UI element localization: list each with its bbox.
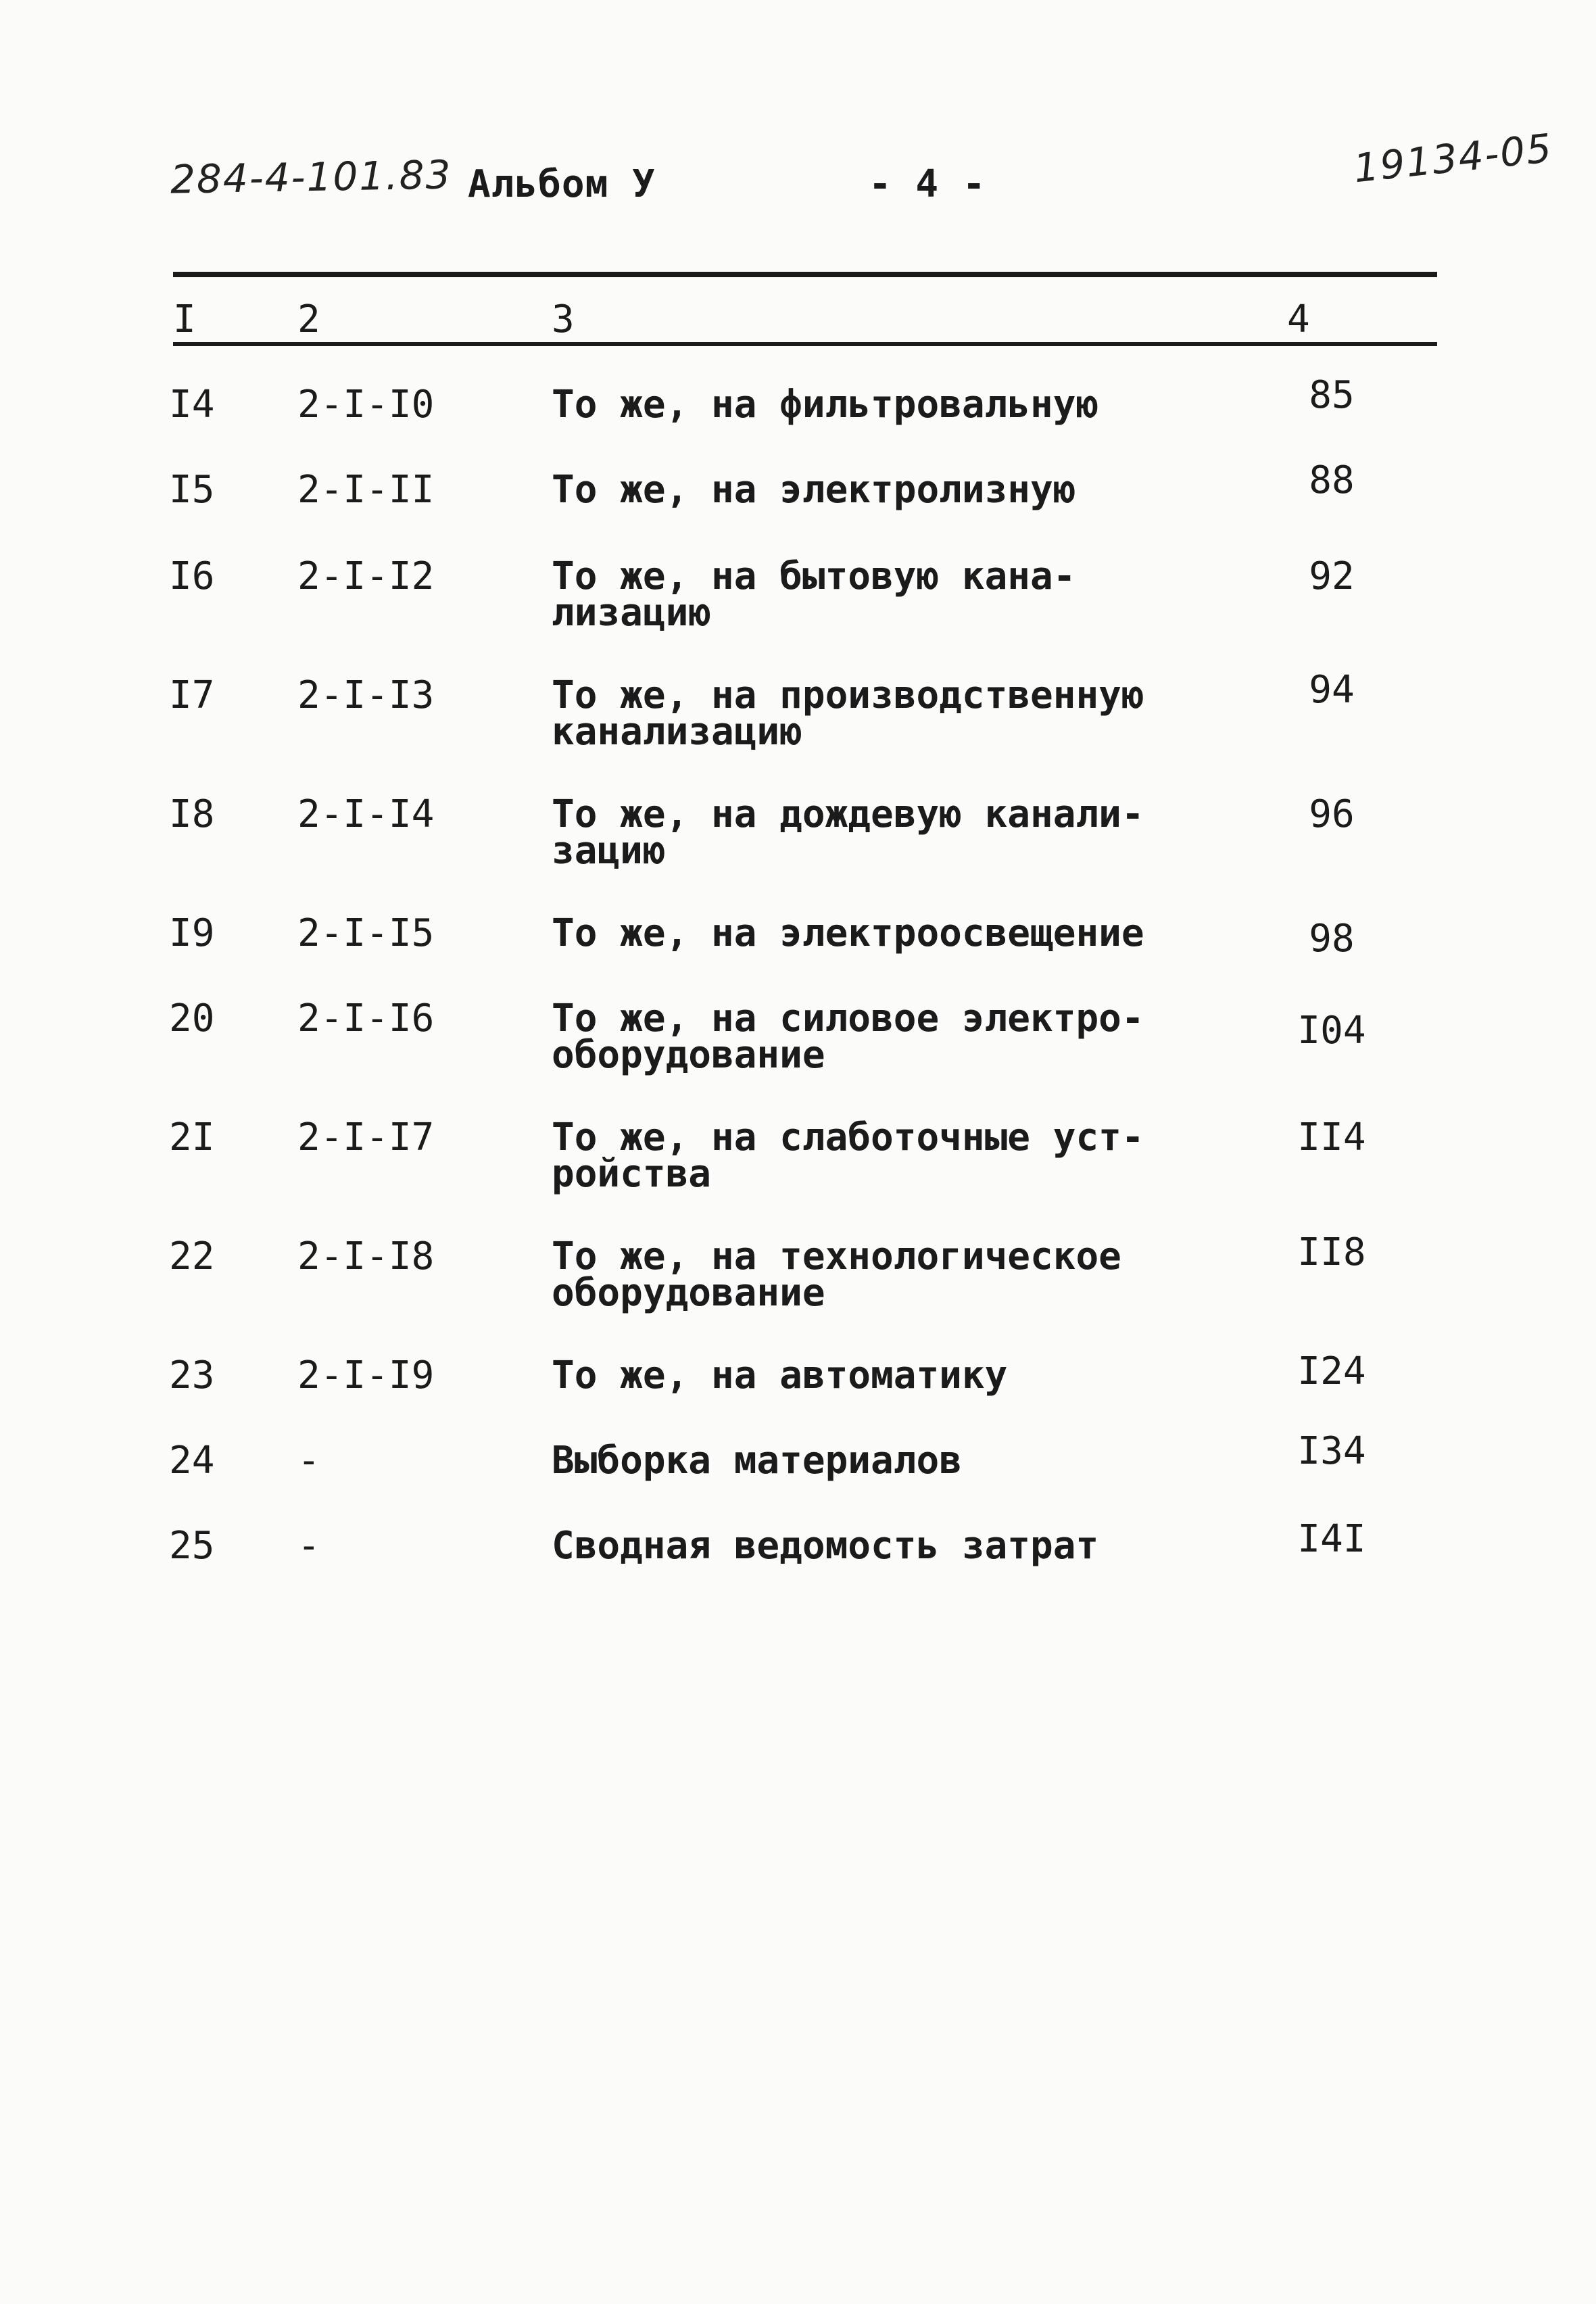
- row-code: 2-I-II: [297, 468, 435, 512]
- album-label: Альбом У: [468, 162, 656, 206]
- row-description: Выборка материалов: [552, 1439, 962, 1483]
- row-number: I8: [169, 792, 215, 836]
- row-code: 2-I-I8: [297, 1234, 435, 1278]
- row-page: 94: [1309, 668, 1355, 712]
- row-description: То же, на электроосвещение: [552, 911, 1144, 955]
- row-code: 2-I-I6: [297, 997, 435, 1040]
- row-number: I6: [169, 554, 215, 598]
- row-number: I4: [169, 383, 215, 427]
- row-code: 2-I-I0: [297, 383, 435, 427]
- archive-number: 19134-05: [1351, 124, 1555, 192]
- row-number: I9: [169, 911, 215, 955]
- row-page: II8: [1297, 1230, 1366, 1274]
- row-code: 2-I-I5: [297, 911, 435, 955]
- row-description: То же, на технологическое оборудование: [552, 1234, 1121, 1315]
- column-header-4: 4: [1287, 297, 1310, 341]
- table-row: [0, 668, 1596, 786]
- table-row: [0, 792, 1596, 905]
- row-description: То же, на электролизную: [552, 468, 1076, 512]
- row-number: 20: [169, 997, 215, 1040]
- row-description: То же, на слаботочные уст- ройства: [552, 1115, 1144, 1196]
- row-page: I04: [1297, 1009, 1366, 1053]
- row-page: I34: [1297, 1429, 1366, 1473]
- row-code: 2-I-I3: [297, 673, 435, 717]
- table-row: [0, 1517, 1596, 1636]
- table-header-rule: [173, 342, 1437, 346]
- table-row: [0, 997, 1596, 1109]
- row-page: I4I: [1297, 1517, 1366, 1561]
- row-description: То же, на силовое электро- оборудование: [552, 997, 1144, 1077]
- row-code: 2-I-I2: [297, 554, 435, 598]
- row-description: То же, на производственную канализацию: [552, 673, 1144, 754]
- document-code: 284-4-101.83: [170, 151, 452, 203]
- row-description: То же, на бытовую кана- лизацию: [552, 554, 1076, 635]
- table-row: [0, 554, 1596, 667]
- row-page: II4: [1297, 1115, 1366, 1159]
- row-page: I24: [1297, 1349, 1366, 1393]
- column-header-2: 2: [297, 297, 320, 341]
- row-number: 25: [169, 1524, 215, 1568]
- row-code: -: [297, 1524, 320, 1568]
- row-number: 24: [169, 1439, 215, 1483]
- table-row: [0, 1115, 1596, 1228]
- row-page: 96: [1309, 792, 1355, 836]
- row-code: 2-I-I4: [297, 792, 435, 836]
- row-number: I7: [169, 673, 215, 717]
- row-number: 2I: [169, 1115, 215, 1159]
- table-row: [0, 1230, 1596, 1347]
- row-number: 22: [169, 1234, 215, 1278]
- row-number: 23: [169, 1353, 215, 1397]
- row-description: То же, на автоматику: [552, 1353, 1008, 1397]
- row-description: То же, на фильтровальную: [552, 383, 1099, 427]
- row-description: То же, на дождевую канали- зацию: [552, 792, 1144, 873]
- column-header-1: I: [173, 297, 196, 341]
- column-header-3: 3: [552, 297, 575, 341]
- row-page: 85: [1309, 373, 1355, 417]
- row-code: 2-I-I9: [297, 1353, 435, 1397]
- page-number: - 4 -: [869, 162, 986, 206]
- row-page: 92: [1309, 554, 1355, 598]
- row-page: 88: [1309, 458, 1355, 502]
- row-code: 2-I-I7: [297, 1115, 435, 1159]
- row-page: 98: [1309, 917, 1355, 961]
- row-number: I5: [169, 468, 215, 512]
- row-description: Сводная ведомость затрат: [552, 1524, 1099, 1568]
- row-code: -: [297, 1439, 320, 1483]
- table-top-rule: [173, 272, 1437, 277]
